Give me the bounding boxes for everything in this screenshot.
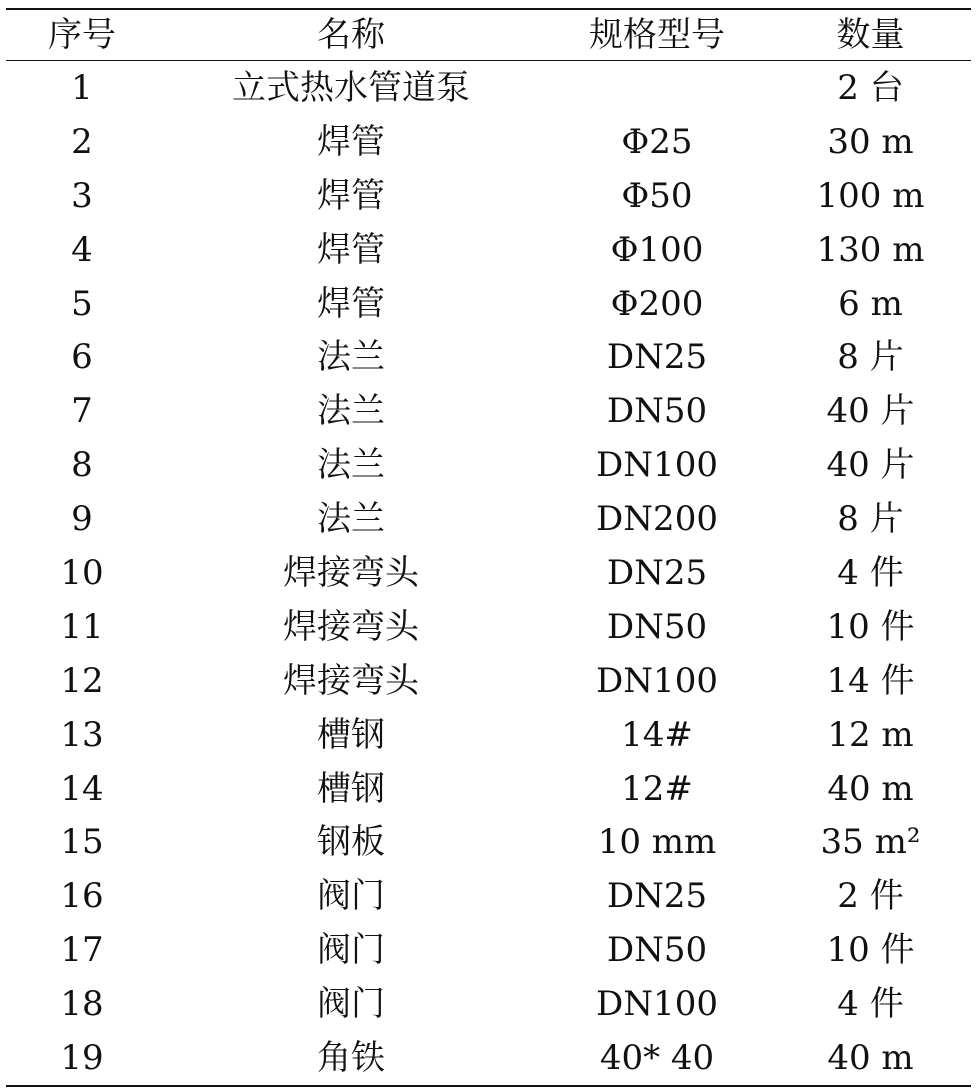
cell-name: 阀门 bbox=[317, 984, 385, 1025]
cell-name: 焊管 bbox=[317, 229, 385, 270]
cell-name: 立式热水管道泵 bbox=[232, 67, 470, 108]
cell-qty: 40 片 bbox=[826, 445, 915, 486]
cell-spec: Φ50 bbox=[621, 175, 693, 216]
table-row bbox=[6, 1031, 971, 1086]
cell-no: 17 bbox=[60, 930, 104, 971]
table-row bbox=[6, 708, 971, 762]
cell-qty: 2 台 bbox=[837, 67, 904, 108]
cell-qty: 40 m bbox=[827, 768, 914, 809]
cell-no: 19 bbox=[60, 1037, 104, 1078]
header-row bbox=[6, 9, 971, 61]
cell-spec: DN25 bbox=[606, 337, 708, 378]
header-qty: 数量 bbox=[836, 15, 905, 55]
cell-no: 6 bbox=[71, 337, 93, 378]
cell-qty: 8 片 bbox=[837, 499, 904, 540]
table-body bbox=[6, 61, 971, 1086]
cell-qty: 130 m bbox=[816, 229, 925, 270]
table-row bbox=[6, 923, 971, 977]
cell-no: 5 bbox=[71, 283, 93, 324]
cell-name: 焊管 bbox=[317, 121, 385, 162]
cell-spec: 14# bbox=[621, 714, 693, 755]
cell-spec: DN50 bbox=[606, 930, 708, 971]
cell-no: 9 bbox=[71, 499, 93, 540]
cell-no: 3 bbox=[71, 175, 93, 216]
cell-qty: 4 件 bbox=[837, 552, 904, 593]
materials-table bbox=[6, 8, 971, 1087]
cell-no: 13 bbox=[60, 714, 104, 755]
table-row bbox=[6, 277, 971, 331]
cell-spec: DN50 bbox=[606, 391, 708, 432]
cell-no: 4 bbox=[71, 229, 93, 270]
table-row bbox=[6, 815, 971, 869]
cell-qty: 12 m bbox=[827, 714, 914, 755]
table-row bbox=[6, 762, 971, 816]
cell-no: 11 bbox=[60, 606, 104, 647]
cell-name: 焊接弯头 bbox=[283, 552, 419, 593]
table-row bbox=[6, 223, 971, 277]
cell-name: 法兰 bbox=[317, 391, 385, 432]
cell-name: 法兰 bbox=[317, 445, 385, 486]
cell-spec: DN100 bbox=[596, 445, 718, 486]
cell-qty: 8 片 bbox=[837, 337, 904, 378]
table-row bbox=[6, 600, 971, 654]
table-row bbox=[6, 330, 971, 384]
cell-spec: DN100 bbox=[596, 660, 718, 701]
cell-qty: 6 m bbox=[838, 283, 903, 324]
cell-name: 焊管 bbox=[317, 283, 385, 324]
cell-no: 14 bbox=[60, 768, 104, 809]
cell-name: 焊接弯头 bbox=[283, 660, 419, 701]
cell-spec: Φ25 bbox=[621, 121, 693, 162]
cell-spec: 10 mm bbox=[597, 822, 717, 863]
cell-qty: 14 件 bbox=[826, 660, 915, 701]
table-row bbox=[6, 546, 971, 600]
cell-qty: 30 m bbox=[827, 121, 914, 162]
cell-name: 焊接弯头 bbox=[283, 606, 419, 647]
cell-no: 7 bbox=[71, 391, 93, 432]
cell-name: 法兰 bbox=[317, 337, 385, 378]
cell-spec: Φ100 bbox=[610, 229, 704, 270]
table-row bbox=[6, 384, 971, 438]
cell-spec: DN50 bbox=[606, 606, 708, 647]
table-row bbox=[6, 61, 971, 115]
cell-qty: 2 件 bbox=[837, 876, 904, 917]
cell-no: 15 bbox=[60, 822, 104, 863]
table-header bbox=[6, 9, 971, 61]
table-row bbox=[6, 869, 971, 923]
cell-no: 18 bbox=[60, 984, 104, 1025]
cell-spec: DN25 bbox=[606, 876, 708, 917]
table-row bbox=[6, 169, 971, 223]
cell-name: 钢板 bbox=[317, 822, 385, 863]
cell-spec: Φ200 bbox=[610, 283, 704, 324]
cell-qty: 10 件 bbox=[826, 606, 915, 647]
cell-no: 8 bbox=[71, 445, 93, 486]
cell-no: 10 bbox=[60, 552, 104, 593]
cell-name: 阀门 bbox=[317, 876, 385, 917]
cell-spec: DN200 bbox=[596, 499, 718, 540]
cell-no: 2 bbox=[71, 121, 93, 162]
cell-name: 槽钢 bbox=[317, 714, 385, 755]
cell-qty: 40 片 bbox=[826, 391, 915, 432]
cell-spec bbox=[544, 61, 770, 115]
materials-table-container bbox=[6, 8, 971, 1087]
cell-qty: 100 m bbox=[816, 175, 925, 216]
cell-qty: 4 件 bbox=[837, 984, 904, 1025]
cell-name: 法兰 bbox=[317, 499, 385, 540]
cell-qty: 35 m² bbox=[820, 822, 921, 863]
table-row bbox=[6, 492, 971, 546]
header-no: 序号 bbox=[48, 15, 116, 55]
cell-spec: DN100 bbox=[596, 984, 718, 1025]
cell-spec: 40* 40 bbox=[599, 1037, 715, 1078]
cell-no: 16 bbox=[60, 876, 104, 917]
table-row bbox=[6, 977, 971, 1031]
table-row bbox=[6, 438, 971, 492]
cell-no: 12 bbox=[60, 660, 104, 701]
cell-name: 角铁 bbox=[317, 1037, 385, 1078]
cell-name: 槽钢 bbox=[317, 768, 385, 809]
header-name: 名称 bbox=[317, 15, 385, 55]
cell-name: 焊管 bbox=[317, 175, 385, 216]
cell-name: 阀门 bbox=[317, 930, 385, 971]
cell-qty: 40 m bbox=[827, 1037, 914, 1078]
header-spec: 规格型号 bbox=[589, 15, 725, 55]
table-row bbox=[6, 654, 971, 708]
cell-qty: 10 件 bbox=[826, 930, 915, 971]
cell-spec: DN25 bbox=[606, 552, 708, 593]
cell-no: 1 bbox=[71, 67, 93, 108]
table-row bbox=[6, 115, 971, 169]
cell-spec: 12# bbox=[621, 768, 693, 809]
